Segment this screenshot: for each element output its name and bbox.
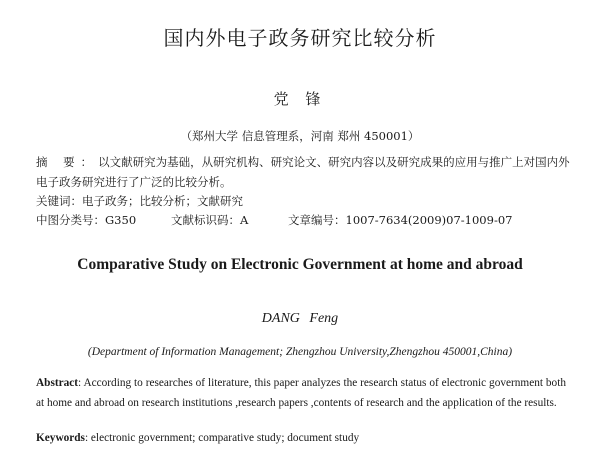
english-keywords	[36, 432, 359, 444]
english-affiliation-dept: (Department of Information Management;	[87, 346, 284, 358]
document-code: 文献标识码：A	[171, 213, 249, 227]
english-affiliation	[0, 346, 600, 358]
article-number: 文章编号：1007-7634(2009)07-1009-07	[288, 213, 513, 227]
chinese-keywords-text: 电子政务；比较分析；文献研究	[82, 194, 243, 208]
english-affiliation-univ: Zhengzhou University	[285, 346, 387, 358]
chinese-abstract-text: 以文献研究为基础，从研究机构、研究论文、研究内容以及研究成果的应用与推广上对国内外电子政务研究进行了广泛的比较分析。	[36, 155, 570, 189]
english-affiliation-city: ,Zhengzhou 450001,	[386, 346, 481, 358]
english-author: DANG Feng	[261, 311, 339, 326]
chinese-keywords	[36, 193, 243, 209]
english-abstract-label: Abstract	[36, 377, 79, 389]
chinese-author: 党 锋	[273, 90, 327, 108]
english-keywords-label: Keywords	[36, 432, 85, 444]
english-affiliation-country: China	[480, 346, 509, 358]
english-abstract	[36, 373, 566, 413]
chinese-affiliation: （郑州大学 信息管理系，河南 郑州 450001）	[180, 129, 420, 143]
chinese-abstract-label: 摘 要：	[36, 155, 99, 169]
english-abstract-text: : According to researches of literature, this paper analyzes the research status of electronic government both at home and abroad on research institutions ,research papers ,contents of research and the application of the results.	[36, 377, 566, 409]
chinese-title: 国内外电子政务研究比较分析	[163, 26, 437, 50]
chinese-keywords-label: 关键词：	[36, 194, 82, 208]
chinese-abstract	[36, 152, 571, 192]
english-title: Comparative Study on Electronic Government at home and abroad	[77, 256, 523, 273]
english-keywords-text: : electronic government; comparative study; document study	[84, 432, 360, 444]
english-affiliation-close: )	[508, 346, 513, 358]
clc-number: 中图分类号：G350	[36, 213, 137, 227]
